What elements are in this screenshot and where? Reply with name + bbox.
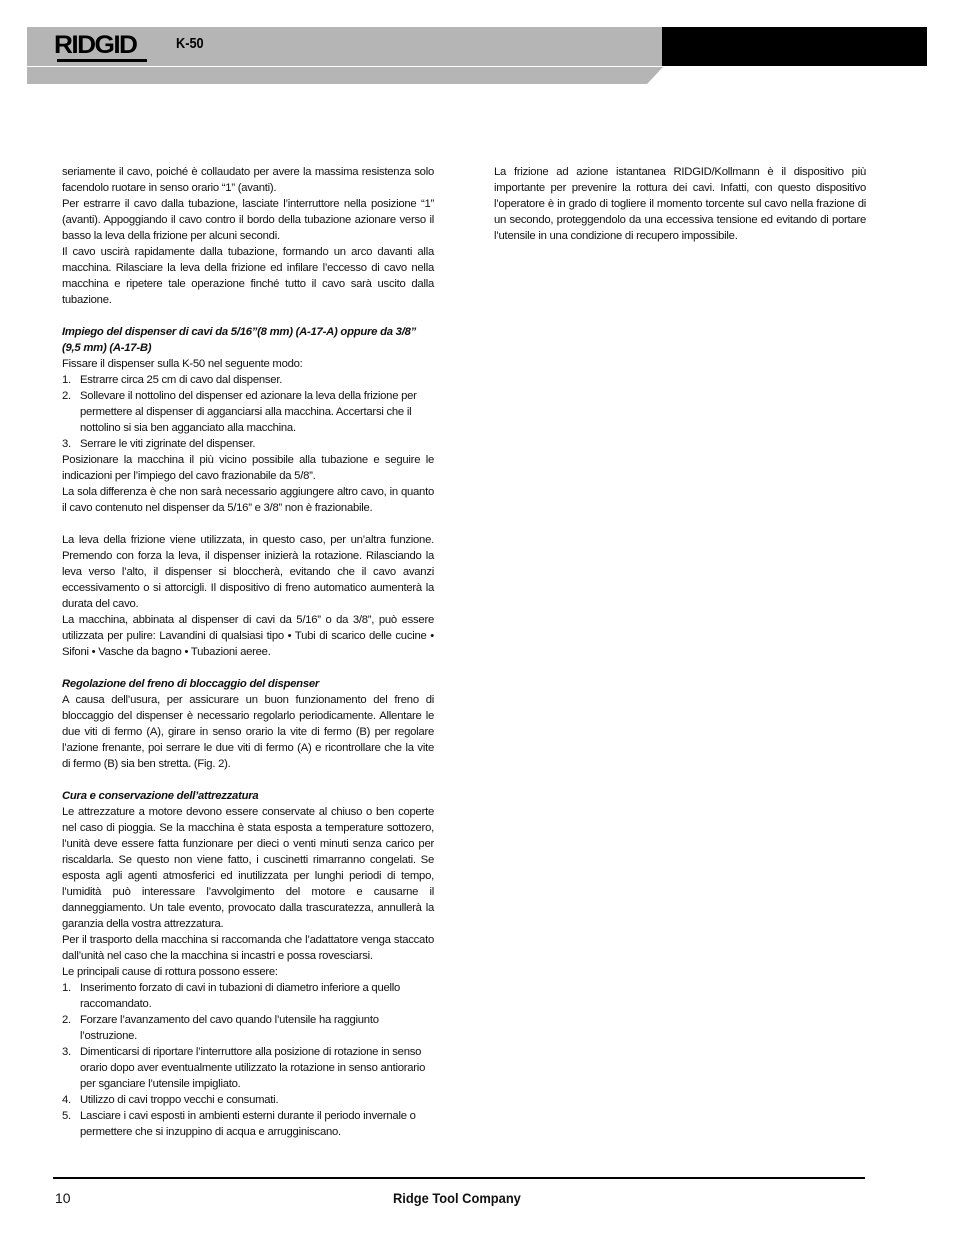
- list-item: [62, 436, 434, 452]
- paragraph: Il cavo uscirà rapidamente dalla tubazione, formando un arco davanti alla macchina. Rilasciare la leva della frizione ed infilare l’eccesso di cavo nella macchina e ripetere tale operazione finché tutto il cavo sarà uscito dalla tubazione.: [62, 246, 434, 306]
- list-item: [62, 388, 434, 436]
- left-column: [62, 164, 434, 1140]
- ridgid-logo: RIDGID: [54, 31, 137, 59]
- list-text: Lasciare i cavi esposti in ambienti esterni durante il periodo invernale o permettere che si inzuppino di acqua e arrugginiscano.: [80, 1110, 416, 1138]
- list-text: Inserimento forzato di cavi in tubazioni di diametro inferiore a quello raccomandato.: [80, 982, 401, 1010]
- logo-underline: [57, 59, 147, 62]
- header-band: [27, 67, 663, 84]
- list-text: Utilizzo di cavi troppo vecchi e consumati.: [80, 1094, 279, 1106]
- list-text: Dimenticarsi di riportare l’interruttore alla posizione di rotazione in senso orario dopo aver eventualmente utilizzato la rotazione in senso antiorario per sganciare l’utensile impigliato.: [80, 1046, 426, 1090]
- list-number: 1.: [62, 982, 71, 994]
- list-number: 3.: [62, 1046, 71, 1058]
- paragraph: Posizionare la macchina il più vicino possibile alla tubazione e seguire le indicazioni per l’impiego del cavo frazionabile da 5/8”.: [62, 454, 434, 482]
- paragraph: La macchina, abbinata al dispenser di cavi da 5/16” o da 3/8”, può essere utilizzata per pulire: Lavandini di qualsiasi tipo • Tubi di scarico delle cucine • Sifoni • Vasche da bagno • Tubazioni aeree.: [62, 614, 434, 658]
- model-name: K-50: [176, 35, 204, 52]
- list-item: [62, 1092, 434, 1108]
- paragraph: Per il trasporto della macchina si raccomanda che l’adattatore venga staccato dall’unità nel caso che la macchina si incastri e possa rovesciarsi.: [62, 934, 434, 962]
- paragraph: Per estrarre il cavo dalla tubazione, lasciate l’interruttore nella posizione “1” (avanti). Appoggiando il cavo contro il bordo della tubazione azionare verso il basso la leva della frizione per alcuni secondi.: [62, 198, 434, 242]
- paragraph: Le principali cause di rottura possono essere:: [62, 966, 278, 978]
- section-heading: Cura e conservazione dell’attrezzatura: [62, 790, 259, 802]
- list-number: 1.: [62, 374, 71, 386]
- right-column: [494, 164, 866, 244]
- section-heading: Regolazione del freno di bloccaggio del dispenser: [62, 678, 320, 690]
- header-black-block: [662, 27, 927, 66]
- list-item: [62, 1044, 434, 1092]
- list-number: 4.: [62, 1094, 71, 1106]
- paragraph: Fissare il dispenser sulla K-50 nel seguente modo:: [62, 358, 303, 370]
- list-number: 2.: [62, 1014, 71, 1026]
- paragraph: La frizione ad azione istantanea RIDGID/Kollmann è il dispositivo più importante per prevenire la rottura dei cavi. Infatti, con questo dispositivo l’operatore è in grado di togliere il momento torcente sul cavo nella frazione di un secondo, proteggendolo da una eccessiva tensione ed evitando di portare l’utensile in una condizione di recupero impossibile.: [494, 166, 866, 242]
- footer-company: Ridge Tool Company: [393, 1190, 521, 1206]
- paragraph: La leva della frizione viene utilizzata, in questo caso, per un’altra funzione. Premendo con forza la leva, il dispenser inizierà la rotazione. Rilasciando la leva verso l’alto, il dispenser si bloccherà, evitando che il cavo avanzi eccessivamento o si attorcigli. Il dispositivo di freno automatico aumenterà la durata del cavo.: [62, 534, 434, 610]
- list-text: Sollevare il nottolino del dispenser ed azionare la leva della frizione per permettere al dispenser di agganciarsi alla macchina. Accertarsi che il nottolino si sia ben agganciato alla macchina.: [80, 390, 417, 434]
- paragraph: Le attrezzature a motore devono essere conservate al chiuso o ben coperte nel caso di pioggia. Se la macchina è stata esposta a temperature sottozero, l’unità deve essere fatta funzionare per dieci o venti minuti senza carico per riscaldarla. Se questo non viene fatto, i cuscinetti rimarranno congelati. Se esposta agli agenti atmosferici ed inutilizzata per lunghi periodi di tempo, l’umidità può interessare l’avvolgimento del motore e causarne il danneggiamento. Un tale evento, provocato dalla trascuratezza, annullerà la garanzia della vostra attrezzatura.: [62, 806, 434, 930]
- list-number: 5.: [62, 1110, 71, 1122]
- paragraph: seriamente il cavo, poiché è collaudato per avere la massima resistenza solo facendolo ruotare in senso orario “1” (avanti).: [62, 166, 434, 194]
- list-text: Serrare le viti zigrinate del dispenser.: [80, 438, 256, 450]
- paragraph: A causa dell’usura, per assicurare un buon funzionamento del freno di bloccaggio del dispenser è necessario regolarlo periodicamente. Allentare le due viti di fermo (A), girare in senso orario la vite di fermo (B) per regolare l’azione frenante, poi serrare le due viti di fermo (A) e ricontrollare che la vite di fermo (B) sia ben stretta. (Fig. 2).: [62, 694, 434, 770]
- list-item: [62, 1108, 434, 1140]
- list-item: [62, 372, 434, 388]
- page-number: 10: [55, 1190, 71, 1206]
- paragraph: La sola differenza è che non sarà necessario aggiungere altro cavo, in quanto il cavo contenuto nel dispenser da 5/16” e 3/8” non è frazionabile.: [62, 486, 434, 514]
- list-number: 2.: [62, 390, 71, 402]
- list-text: Estrarre circa 25 cm di cavo dal dispenser.: [80, 374, 283, 386]
- section-heading: Impiego del dispenser di cavi da 5/16”(8 mm) (A-17-A) oppure da 3/8” (9,5 mm) (A-17-B): [62, 326, 417, 354]
- footer-rule: [53, 1177, 865, 1179]
- list-item: [62, 1012, 434, 1044]
- list-text: Forzare l’avanzamento del cavo quando l’utensile ha raggiunto l’ostruzione.: [80, 1014, 379, 1042]
- list-number: 3.: [62, 438, 71, 450]
- list-item: [62, 980, 434, 1012]
